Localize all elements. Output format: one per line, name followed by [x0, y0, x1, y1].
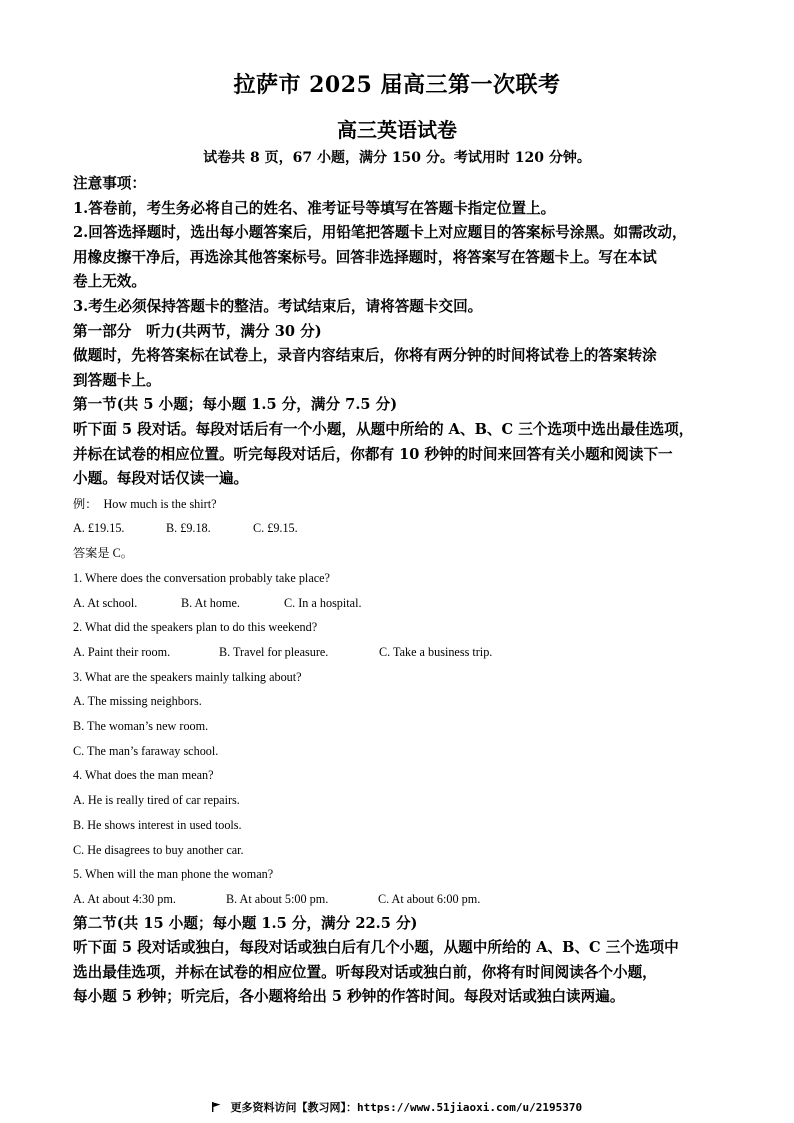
- question-1: 1. Where does the conversation probably take place?: [73, 570, 330, 585]
- question-3: 3. What are the speakers mainly talking about?: [73, 669, 302, 684]
- part1-heading: 第一部分 听力(共两节，满分 30 分): [73, 322, 322, 340]
- option-c: C. In a hospital.: [284, 595, 362, 610]
- notice-item-1: 1.答卷前，考生务必将自己的姓名、准考证号等填写在答题卡指定位置上。: [73, 199, 556, 217]
- part1-instructions-line-1: 做题时，先将答案标在试卷上，录音内容结束后，你将有两分钟的时间将试卷上的答案转涂: [73, 347, 657, 365]
- option-c: C. At about 6:00 pm.: [378, 891, 481, 906]
- exam-body: [73, 172, 727, 1010]
- notice-item-2-line-2: 用橡皮擦干净后，再选涂其他答案标号。回答非选择题时，将答案写在答题卡上。写在本试: [73, 248, 657, 266]
- option-c: C. £9.15.: [253, 521, 298, 536]
- exam-title: 拉萨市 2025 届高三第一次联考: [233, 72, 561, 98]
- question-5: 5. When will the man phone the woman?: [73, 867, 274, 882]
- part1-instructions-line-2: 到答题卡上。: [73, 371, 161, 389]
- notice-item-2-line-1: 2.回答选择题时，选出每小题答案后，用铅笔把答题卡上对应题目的答案标号涂黑。如需改动，: [73, 224, 687, 242]
- question-3-option-a: A. The missing neighbors.: [73, 694, 202, 709]
- question-5-options: [73, 887, 727, 912]
- question-3-option-c: C. The man’s faraway school.: [73, 743, 219, 758]
- question-1-options: [73, 591, 727, 616]
- question-4: 4. What does the man mean?: [73, 768, 214, 783]
- option-c: C. Take a business trip.: [379, 644, 493, 659]
- question-4-option-a: A. He is really tired of car repairs.: [73, 793, 240, 808]
- question-2-options: [73, 640, 727, 665]
- notice-heading: 注意事项：: [73, 175, 146, 192]
- option-b: B. At home.: [181, 595, 240, 610]
- exam-info: 试卷共 8 页，67 小题，满分 150 分。考试用时 120 分钟。: [203, 150, 591, 166]
- section1-instructions-line-3: 小题。每段对话仅读一遍。: [73, 470, 249, 488]
- option-b: B. At about 5:00 pm.: [226, 891, 329, 906]
- section2-instructions-line-2: 选出最佳选项，并标在试卷的相应位置。听每段对话或独白前，你将有时间阅读各个小题，: [73, 963, 657, 981]
- option-b: B. Travel for pleasure.: [219, 644, 329, 659]
- option-a: A. Paint their room.: [73, 644, 171, 659]
- exam-subtitle: 高三英语试卷: [337, 118, 457, 142]
- flag-icon: [212, 1102, 221, 1112]
- section2-instructions-line-1: 听下面 5 段对话或独白，每段对话或独白后有几个小题，从题中所给的 A、B、C 三个选项中: [73, 939, 679, 957]
- section1-instructions-line-1: 听下面 5 段对话。每段对话后有一个小题，从题中所给的 A、B、C 三个选项中选出最佳选项，: [73, 420, 694, 438]
- notice-item-2-line-3: 卷上无效。: [73, 273, 146, 291]
- option-a: A. £19.15.: [73, 521, 125, 536]
- footer: [0, 1099, 794, 1115]
- question-4-option-c: C. He disagrees to buy another car.: [73, 842, 244, 857]
- section2-instructions-line-3: 每小题 5 秒钟；听完后，各小题将给出 5 秒钟的作答时间。每段对话或独白读两遍。: [73, 988, 625, 1006]
- notice-item-3: 3.考生必须保持答题卡的整洁。考试结束后，请将答题卡交回。: [73, 297, 483, 315]
- option-a: A. At school.: [73, 595, 138, 610]
- section2-heading: 第二节(共 15 小题；每小题 1.5 分，满分 22.5 分): [73, 914, 418, 932]
- option-b: B. £9.18.: [166, 521, 211, 536]
- question-4-option-b: B. He shows interest in used tools.: [73, 817, 242, 832]
- option-a: A. At about 4:30 pm.: [73, 891, 176, 906]
- question-2: 2. What did the speakers plan to do this weekend?: [73, 620, 318, 635]
- section1-heading: 第一节(共 5 小题；每小题 1.5 分，满分 7.5 分): [73, 396, 398, 414]
- example-answer: 答案是 C。: [73, 546, 133, 561]
- example-options: [73, 516, 727, 541]
- question-3-option-b: B. The woman’s new room.: [73, 719, 209, 734]
- example-question: 例： How much is the shirt?: [73, 496, 217, 511]
- section1-instructions-line-2: 并标在试卷的相应位置。听完每段对话后，你都有 10 秒钟的时间来回答有关小题和阅读下一: [73, 445, 673, 463]
- footer-link[interactable]: 更多资料访问【教习网】：https://www.51jiaoxi.com/u/2195370: [230, 1101, 583, 1114]
